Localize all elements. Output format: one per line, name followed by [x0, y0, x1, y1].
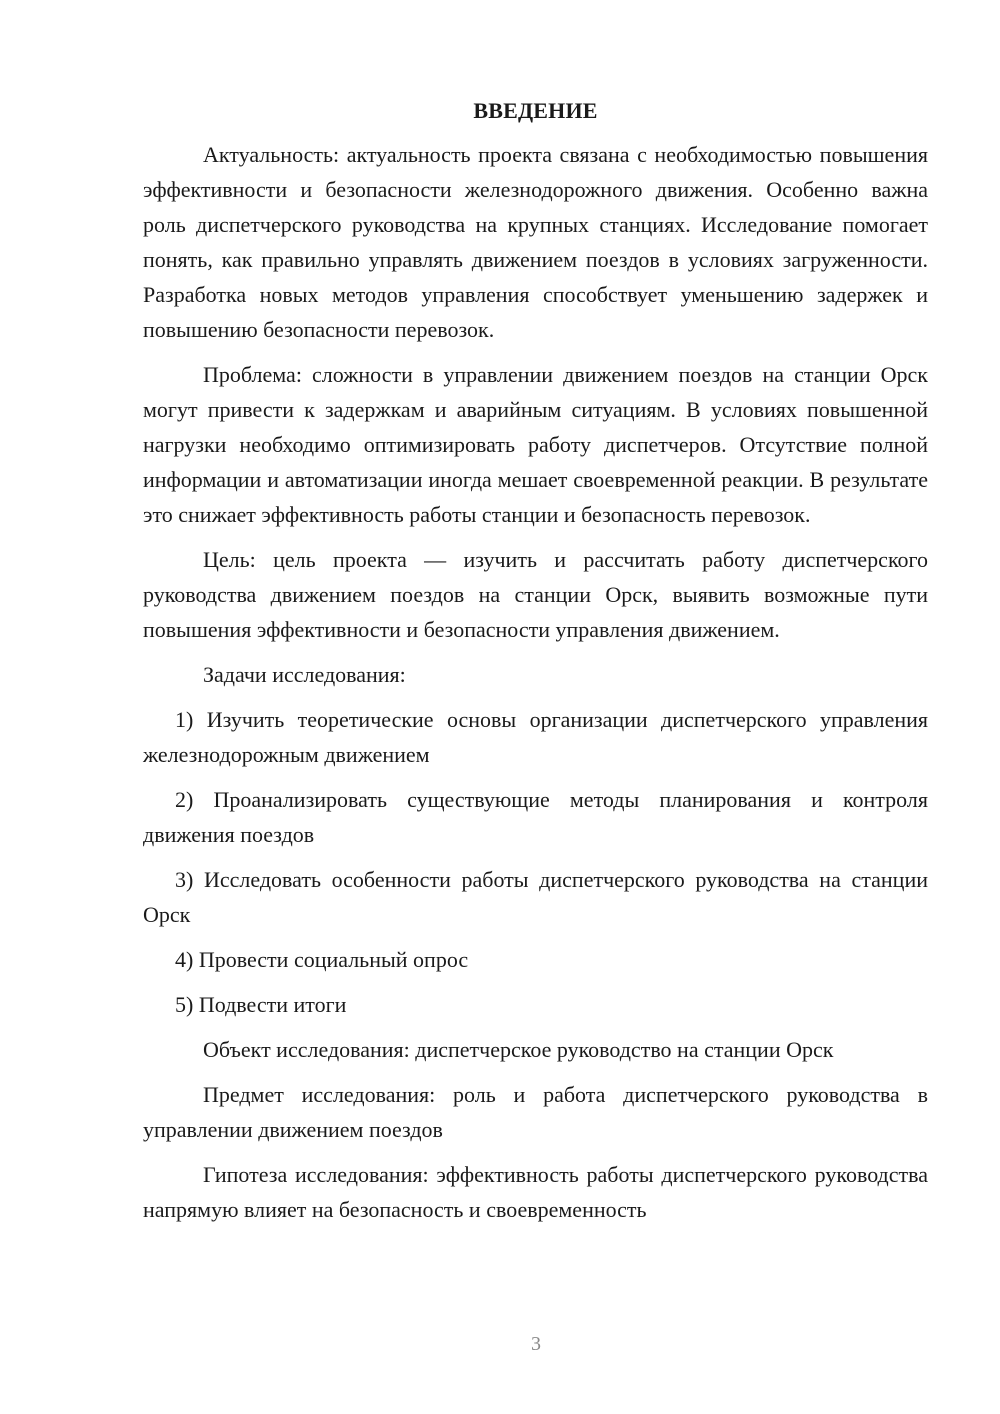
tasks-heading: Задачи исследования: — [203, 662, 406, 687]
subject-paragraph: Предмет исследования: роль и работа диспетчерского руководства в управлении движением поездов — [143, 1082, 928, 1142]
object-paragraph: Объект исследования: диспетчерское руководство на станции Орск — [203, 1037, 834, 1062]
section-heading: ВВЕДЕНИЕ — [473, 98, 598, 123]
task-item-1: 1) Изучить теоретические основы организации диспетчерского управления железнодорожным движением — [143, 707, 928, 767]
task-item-5: 5) Подвести итоги — [175, 992, 347, 1017]
problem-paragraph: Проблема: сложности в управлении движением поездов на станции Орск могут привести к задержкам и аварийным ситуациям. В условиях повышенной нагрузки необходимо оптимизировать работу диспетчеров. Отсутствие полной информации и автоматизации иногда мешает своевременной реакции. В результате это снижает эффективность работы станции и безопасность перевозок. — [143, 362, 928, 527]
task-item-3: 3) Исследовать особенности работы диспетчерского руководства на станции Орск — [143, 867, 928, 927]
relevance-paragraph: Актуальность: актуальность проекта связана с необходимостью повышения эффективности и безопасности железнодорожного движения. Особенно важна роль диспетчерского руководства на крупных станциях. Исследование помогает понять, как правильно управлять движением поездов в условиях загруженности. Разработка новых методов управления способствует уменьшению задержек и повышению безопасности перевозок. — [143, 142, 928, 342]
hypothesis-paragraph: Гипотеза исследования: эффективность работы диспетчерского руководства напрямую влияет на безопасность и своевременность — [143, 1162, 928, 1222]
page-number: 3 — [531, 1333, 541, 1355]
task-item-4: 4) Провести социальный опрос — [175, 947, 469, 972]
goal-paragraph: Цель: цель проекта — изучить и рассчитать работу диспетчерского руководства движением поездов на станции Орск, выявить возможные пути повышения эффективности и безопасности управления движением. — [143, 547, 928, 642]
task-item-2: 2) Проанализировать существующие методы планирования и контроля движения поездов — [143, 787, 928, 847]
page-content — [143, 97, 928, 1227]
